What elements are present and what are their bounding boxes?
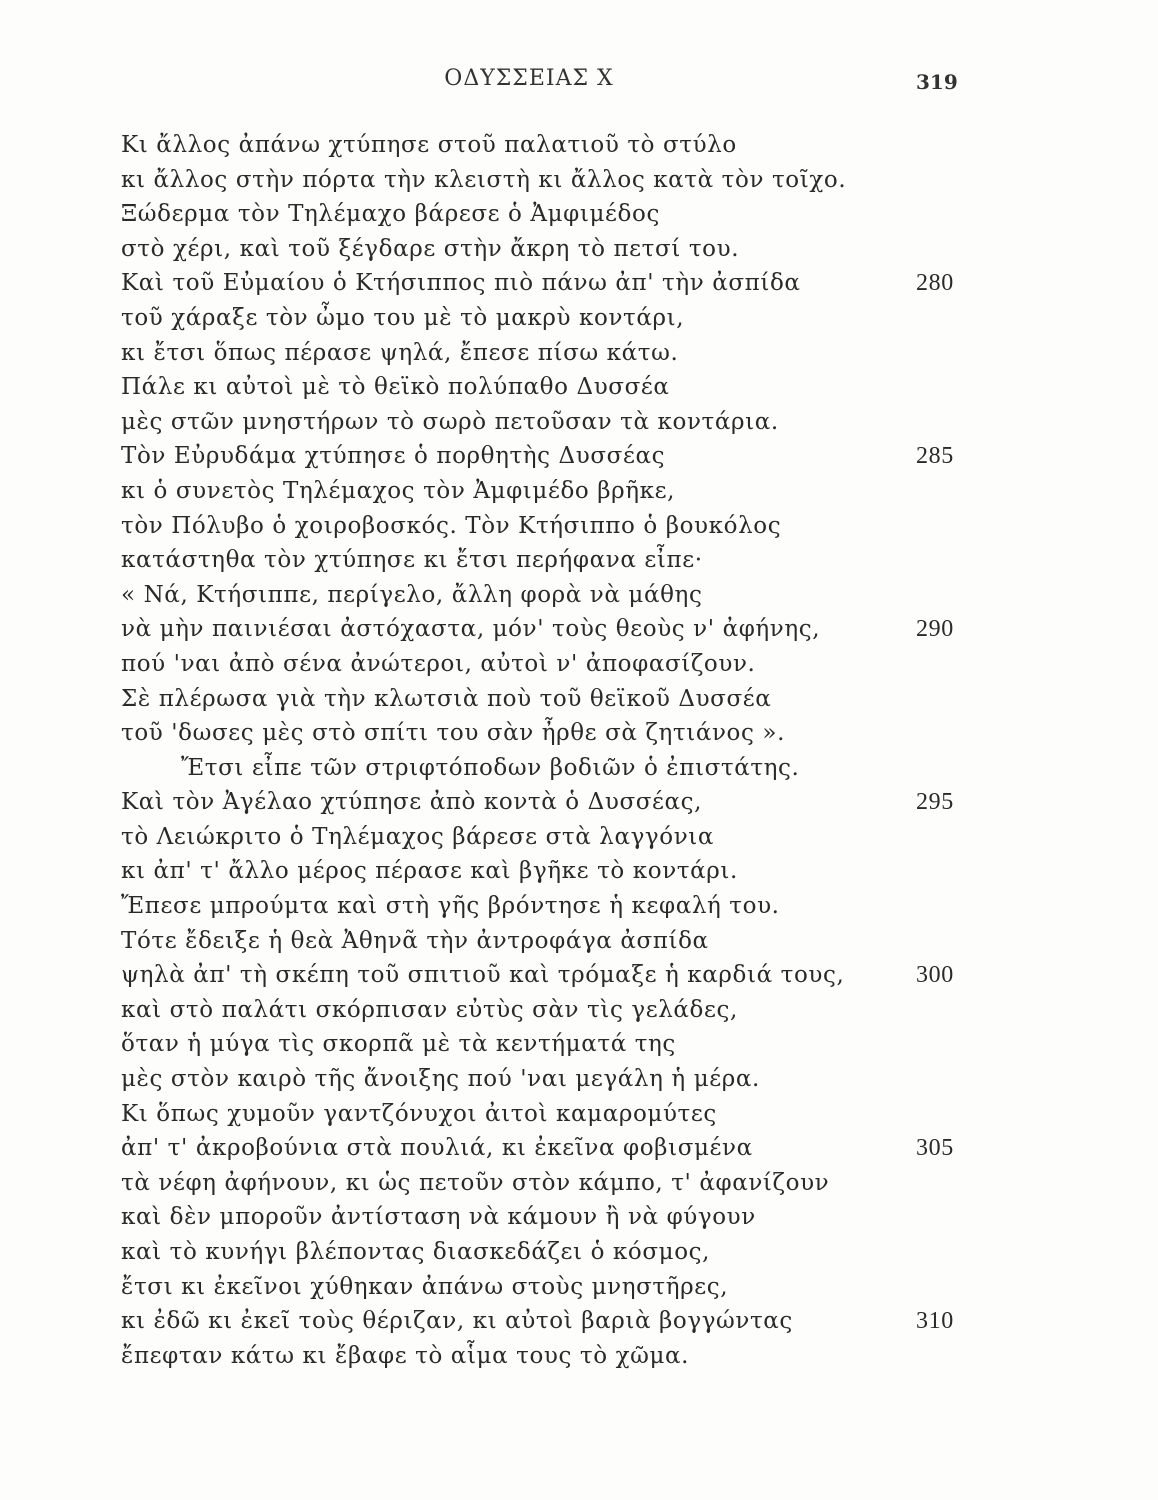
verse-text: κι ἀπ' τ' ἄλλο μέρος πέρασε καὶ βγῆκε τὸ κοντάρι.	[121, 858, 738, 885]
verse-text: ψηλὰ ἀπ' τὴ σκέπη τοῦ σπιτιοῦ καὶ τρόμαξε ἡ καρδιά τους,	[121, 962, 845, 989]
verse-line	[121, 1304, 1041, 1339]
line-number: 295	[916, 789, 954, 816]
verse-text: Καὶ τοῦ Εὐμαίου ὁ Κτήσιππος πιὸ πάνω ἀπ' τὴν ἀσπίδα	[121, 270, 801, 297]
verse-text: Κι ὅπως χυμοῦν γαντζόνυχοι ἀιτοὶ καμαρομύτες	[121, 1100, 717, 1127]
line-number: 310	[916, 1308, 954, 1335]
verse-line	[121, 924, 1041, 959]
verse-text: τὸ Λειώκριτο ὁ Τηλέμαχος βάρεσε στὰ λαγγόνια	[121, 823, 715, 850]
verse-text: κατάστηθα τὸν χτύπησε κι ἔτσι περήφανα εἶπε·	[121, 547, 703, 574]
verse-text: κι ἐδῶ κι ἐκεῖ τοὺς θέριζαν, κι αὐτοὶ βαριὰ βογγώντας	[121, 1308, 793, 1335]
verse-line	[121, 1062, 1041, 1097]
verse-text: ἔπεφταν κάτω κι ἔβαφε τὸ αἷμα τους τὸ χῶμα.	[121, 1342, 690, 1369]
verse-text: « Νά, Κτήσιππε, περίγελο, ἄλλη φορὰ νὰ μάθης	[121, 581, 703, 608]
verse-text: ἀπ' τ' ἀκροβούνια στὰ πουλιά, κι ἐκεῖνα φοβισμένα	[121, 1135, 753, 1162]
verse-text: Ἔπεσε μπρούμτα καὶ στὴ γῆς βρόντησε ἡ κεφαλή του.	[121, 893, 780, 920]
running-header-title: ΟΔΥΣΣΕΙΑΣ Χ	[444, 66, 614, 91]
verse-text: Κι ἄλλος ἀπάνω χτύπησε στοῦ παλατιοῦ τὸ στύλο	[121, 132, 737, 158]
verse-text: Σὲ πλέρωσα γιὰ τὴν κλωτσιὰ ποὺ τοῦ θεϊκοῦ Δυσσέα	[121, 685, 772, 712]
verse-line	[121, 1131, 1041, 1166]
verse-line	[121, 439, 1041, 474]
verse-line	[121, 266, 1041, 301]
verse-line	[121, 1200, 1041, 1235]
verse-text: ὅταν ἡ μύγα τὶς σκορπᾶ μὲ τὰ κεντήματά της	[121, 1031, 676, 1058]
verse-line	[121, 232, 1041, 267]
verse-text: μὲς στῶν μνηστήρων τὸ σωρὸ πετοῦσαν τὰ κοντάρια.	[121, 408, 779, 435]
verse-text: τοῦ 'δωσες μὲς στὸ σπίτι του σὰν ἦρθε σὰ ζητιάνος ».	[121, 720, 785, 747]
verse-text: τὸν Πόλυβο ὁ χοιροβοσκός. Τὸν Κτήσιππο ὁ βουκόλος	[121, 512, 782, 539]
verse-text: τοῦ χάραξε τὸν ὦμο του μὲ τὸ μακρὺ κοντάρι,	[121, 304, 685, 331]
verse-line	[121, 128, 1041, 163]
verse-line	[121, 958, 1041, 993]
verse-line	[121, 1027, 1041, 1062]
verse-line	[121, 612, 1041, 647]
verse-text: Καὶ τὸν Ἀγέλαο χτύπησε ἀπὸ κοντὰ ὁ Δυσσέας,	[121, 789, 703, 816]
verse-line	[121, 751, 1041, 786]
verse-text: τὰ νέφη ἀφήνουν, κι ὡς πετοῦν στὸν κάμπο, τ' ἀφανίζουν	[121, 1169, 830, 1196]
verse-block	[121, 128, 1041, 1373]
verse-text: κι ἔτσι ὅπως πέρασε ψηλά, ἔπεσε πίσω κάτω.	[121, 339, 679, 366]
verse-line	[121, 578, 1041, 613]
verse-text: στὸ χέρι, καὶ τοῦ ξέγδαρε στὴν ἄκρη τὸ πετσί του.	[121, 235, 740, 262]
verse-line	[121, 543, 1041, 578]
verse-text: Ξώδερμα τὸν Τηλέμαχο βάρεσε ὁ Ἀμφιμέδος	[121, 201, 660, 228]
line-number: 305	[916, 1135, 954, 1162]
verse-text: νὰ μὴν παινιέσαι ἀστόχαστα, μόν' τοὺς θεοὺς ν' ἀφήνης,	[121, 616, 821, 643]
verse-text: καὶ τὸ κυνήγι βλέποντας διασκεδάζει ὁ κόσμος,	[121, 1239, 711, 1265]
verse-line	[121, 1166, 1041, 1201]
verse-text: ἔτσι κι ἐκεῖνοι χύθηκαν ἀπάνω στοὺς μνηστῆρες,	[121, 1273, 729, 1300]
verse-line	[121, 1235, 1041, 1270]
verse-line	[121, 301, 1041, 336]
verse-text: Πάλε κι αὐτοὶ μὲ τὸ θεϊκὸ πολύπαθο Δυσσέα	[121, 374, 670, 401]
verse-text: πού 'ναι ἀπὸ σένα ἀνώτεροι, αὐτοὶ ν' ἀποφασίζουν.	[121, 650, 756, 677]
verse-line	[121, 509, 1041, 544]
line-number: 290	[916, 616, 954, 643]
verse-text: κι ὁ συνετὸς Τηλέμαχος τὸν Ἀμφιμέδο βρῆκε,	[121, 477, 676, 504]
verse-line	[121, 993, 1041, 1028]
verse-line	[121, 370, 1041, 405]
verse-line	[121, 889, 1041, 924]
verse-line	[121, 820, 1041, 855]
line-number: 280	[916, 270, 954, 297]
verse-line	[121, 405, 1041, 440]
verse-text: καὶ δὲν μποροῦν ἀντίσταση νὰ κάμουν ἢ νὰ φύγουν	[121, 1204, 756, 1231]
page-number: 319	[916, 70, 958, 94]
verse-text: Τότε ἔδειξε ἡ θεὰ Ἀθηνᾶ τὴν ἀντροφάγα ἀσπίδα	[121, 927, 709, 954]
verse-line	[121, 163, 1041, 198]
verse-line	[121, 1339, 1041, 1374]
verse-line	[121, 647, 1041, 682]
verse-line	[121, 474, 1041, 509]
verse-text: Τὸν Εὐρυδάμα χτύπησε ὁ πορθητὴς Δυσσέας	[121, 443, 666, 470]
verse-line	[121, 682, 1041, 717]
verse-line	[121, 1097, 1041, 1132]
verse-line	[121, 785, 1041, 820]
verse-text: καὶ στὸ παλάτι σκόρπισαν εὐτὺς σὰν τὶς γελάδες,	[121, 996, 738, 1023]
verse-line	[121, 336, 1041, 371]
verse-text: κι ἄλλος στὴν πόρτα τὴν κλειστὴ κι ἄλλος κατὰ τὸν τοῖχο.	[121, 166, 847, 193]
verse-line	[121, 1270, 1041, 1305]
line-number: 285	[916, 443, 954, 470]
verse-line	[121, 854, 1041, 889]
verse-line	[121, 716, 1041, 751]
line-number: 300	[916, 962, 954, 989]
verse-text: Ἔτσι εἶπε τῶν στριφτόποδων βοδιῶν ὁ ἐπιστάτης.	[181, 754, 800, 781]
verse-line	[121, 197, 1041, 232]
verse-text: μὲς στὸν καιρὸ τῆς ἄνοιξης πού 'ναι μεγάλη ἡ μέρα.	[121, 1066, 760, 1093]
